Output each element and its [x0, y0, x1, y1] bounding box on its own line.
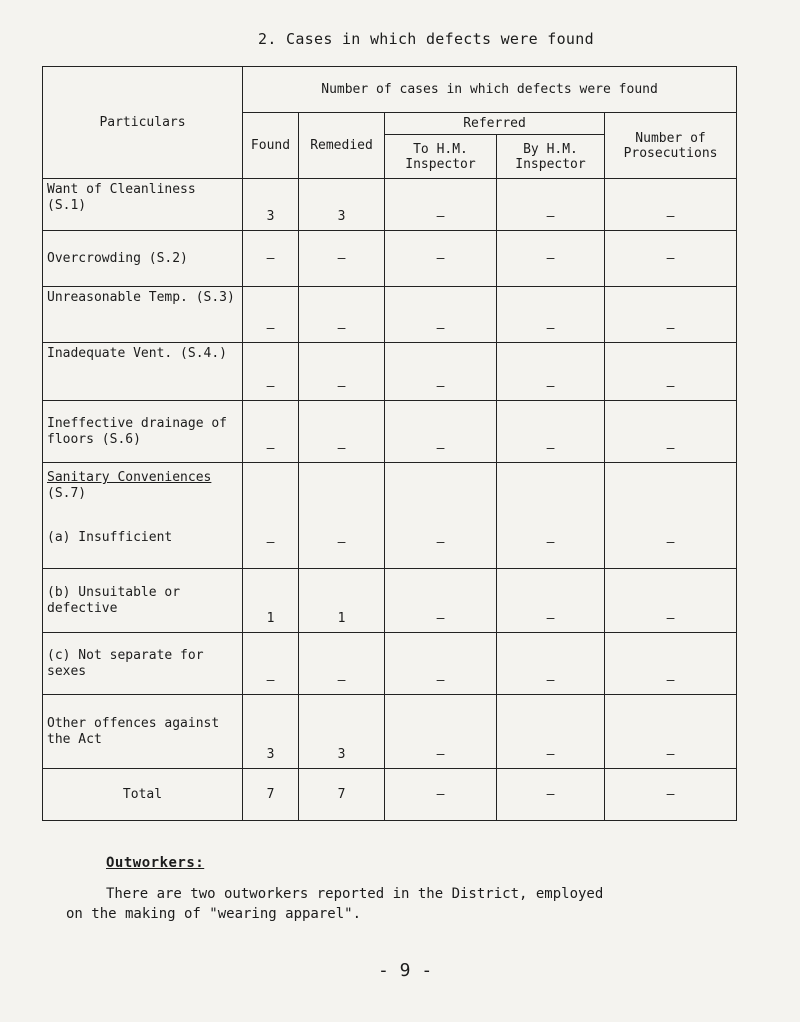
- table-row: [43, 401, 737, 463]
- to-hm-cell: –: [385, 179, 497, 231]
- found-cell: –: [243, 401, 299, 463]
- by-hm-cell: –: [497, 287, 605, 343]
- row-label: (c) Not separate for sexes: [43, 633, 243, 695]
- prosecutions-cell: –: [605, 569, 737, 633]
- remedied-cell: 3: [299, 179, 385, 231]
- prosecutions-cell: –: [605, 179, 737, 231]
- by-hm-inspector-header: By H.M. Inspector: [497, 135, 605, 179]
- table-row: [43, 231, 737, 287]
- row-label: Unreasonable Temp. (S.3): [43, 287, 243, 343]
- remedied-cell: –: [299, 401, 385, 463]
- to-hm-cell: –: [385, 287, 497, 343]
- table-row: [43, 695, 737, 769]
- by-hm-cell: –: [497, 569, 605, 633]
- remedied-cell: 7: [299, 769, 385, 821]
- to-hm-cell: –: [385, 769, 497, 821]
- outworkers-text-line-2: on the making of "wearing apparel".: [66, 906, 362, 922]
- particulars-header: Particulars: [43, 67, 243, 179]
- found-cell: 1: [243, 569, 299, 633]
- found-cell: –: [243, 287, 299, 343]
- outworkers-paragraph: [66, 884, 746, 924]
- to-hm-cell: –: [385, 633, 497, 695]
- table-row: [43, 633, 737, 695]
- found-cell: –: [243, 633, 299, 695]
- found-cell: –: [243, 231, 299, 287]
- by-hm-cell: –: [497, 231, 605, 287]
- table-row: [43, 287, 737, 343]
- number-of-cases-header: Number of cases in which defects were found: [243, 67, 737, 113]
- by-hm-cell: –: [497, 769, 605, 821]
- found-cell: –: [243, 463, 299, 569]
- row-label-group: [43, 463, 243, 569]
- row-label: (a) Insufficient: [47, 530, 173, 545]
- found-cell: –: [243, 343, 299, 401]
- found-cell: 3: [243, 695, 299, 769]
- to-hm-cell: –: [385, 401, 497, 463]
- total-label: Total: [43, 769, 243, 821]
- found-cell: 3: [243, 179, 299, 231]
- remedied-cell: –: [299, 633, 385, 695]
- remedied-header: Remedied: [299, 113, 385, 179]
- total-row: [43, 769, 737, 821]
- row-label: Inadequate Vent. (S.4.): [43, 343, 243, 401]
- referred-header: Referred: [385, 113, 605, 135]
- table-row: [43, 463, 737, 569]
- prosecutions-cell: –: [605, 287, 737, 343]
- to-hm-cell: –: [385, 569, 497, 633]
- row-label: Other offences against the Act: [43, 695, 243, 769]
- prosecutions-header: Number of Prosecutions: [605, 113, 737, 179]
- by-hm-cell: –: [497, 695, 605, 769]
- section-heading: 2. Cases in which defects were found: [258, 30, 594, 48]
- remedied-cell: –: [299, 231, 385, 287]
- row-label: Overcrowding (S.2): [43, 231, 243, 287]
- prosecutions-cell: –: [605, 695, 737, 769]
- to-hm-cell: –: [385, 231, 497, 287]
- found-header: Found: [243, 113, 299, 179]
- table-row: [43, 569, 737, 633]
- prosecutions-cell: –: [605, 401, 737, 463]
- prosecutions-cell: –: [605, 463, 737, 569]
- row-label: (b) Unsuitable or defective: [43, 569, 243, 633]
- outworkers-heading: Outworkers:: [106, 855, 205, 871]
- to-hm-inspector-header: To H.M. Inspector: [385, 135, 497, 179]
- by-hm-cell: –: [497, 633, 605, 695]
- table-row: [43, 343, 737, 401]
- prosecutions-cell: –: [605, 769, 737, 821]
- prosecutions-cell: –: [605, 633, 737, 695]
- sanitary-section-label: (S.7): [47, 486, 87, 501]
- prosecutions-cell: –: [605, 343, 737, 401]
- remedied-cell: 3: [299, 695, 385, 769]
- to-hm-cell: –: [385, 695, 497, 769]
- prosecutions-cell: –: [605, 231, 737, 287]
- remedied-cell: 1: [299, 569, 385, 633]
- by-hm-cell: –: [497, 179, 605, 231]
- found-cell: 7: [243, 769, 299, 821]
- to-hm-cell: –: [385, 463, 497, 569]
- by-hm-cell: –: [497, 343, 605, 401]
- outworkers-text-line-1: There are two outworkers reported in the District, employed: [106, 886, 604, 902]
- table-row: [43, 179, 737, 231]
- row-label: Ineffective drainage of floors (S.6): [43, 401, 243, 463]
- remedied-cell: –: [299, 343, 385, 401]
- by-hm-cell: –: [497, 401, 605, 463]
- to-hm-cell: –: [385, 343, 497, 401]
- defects-table: [42, 66, 737, 821]
- row-label: Want of Cleanliness (S.1): [43, 179, 243, 231]
- remedied-cell: –: [299, 287, 385, 343]
- remedied-cell: –: [299, 463, 385, 569]
- by-hm-cell: –: [497, 463, 605, 569]
- page-number: - 9 -: [378, 960, 433, 981]
- sanitary-conveniences-label: Sanitary Conveniences: [47, 470, 212, 485]
